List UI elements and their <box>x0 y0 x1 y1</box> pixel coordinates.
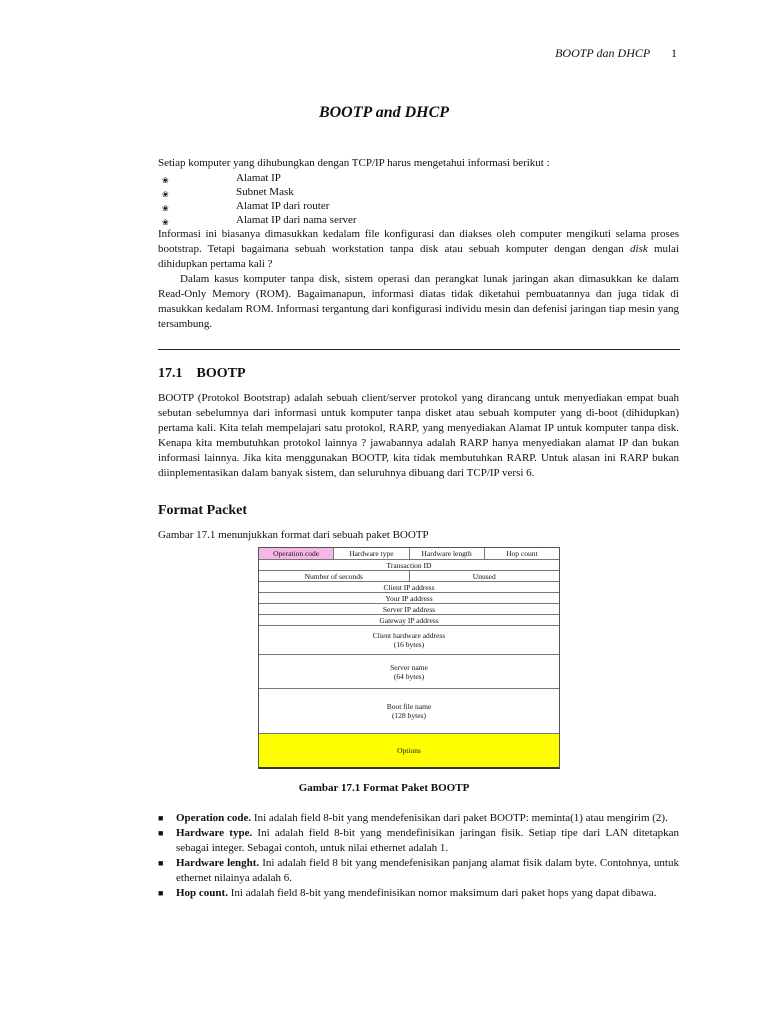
figure-row <box>259 689 559 734</box>
running-title: BOOTP dan DHCP <box>555 46 650 60</box>
section-body: BOOTP (Protokol Bootstrap) adalah sebuah client/server protokol yang dirancang untuk menyediakan empat buah sebutan sebelumnya dari informasi untuk komputer tanpa disket atau sebuah komputer yang di-boot (dihidupkan) pertama kali. Kita telah mempelajari satu protokol, RARP, yang menyediakan Alamat IP untuk komputer tanpa disk. Kenapa kita membutuhkan protokol lainnya ? jawabannya adalah RARP hanya menyediakan alamat IP dan bukan informasi lainnya. Jika kita menggunakan BOOTP, kita tidak membutuhkan RARP. Untuk alasan ini RARP bukan diinplementasikan dalam banyak sistem, dan seluruhnya dibuang dari TCP/IP versi 6. <box>158 392 679 479</box>
flower-bullet-icon: ❀ <box>162 204 169 213</box>
seconds-field: Number of seconds <box>259 571 410 581</box>
section-heading <box>158 366 246 382</box>
page-number: 1 <box>671 46 677 60</box>
client-ip-field: Client IP address <box>383 582 435 592</box>
square-bullet-icon: ■ <box>158 813 164 823</box>
document-title: BOOTP and DHCP <box>318 104 450 121</box>
subsection-lead: Gambar 17.1 menunjukkan format dari sebuah paket BOOTP <box>158 529 429 541</box>
list-item: ■ Hardware lenght. Ini adalah field 8 bit yang mendefenisikan panjang alamat fisik dalam byte. Contohnya, untuk ethernet nilainya adalah 6. <box>158 857 679 884</box>
list-item: ❀ Alamat IP dari nama server <box>158 213 679 227</box>
flower-bullet-icon: ❀ <box>162 190 169 199</box>
server-ip-field: Server IP address <box>382 604 436 614</box>
figure-row <box>259 571 559 582</box>
unused-field: Unused <box>472 571 496 581</box>
figure-row <box>259 626 559 655</box>
options-field: Options <box>259 734 559 767</box>
flower-bullet-icon: ❀ <box>162 176 169 185</box>
list-item: ❀ Alamat IP dari router <box>158 199 679 213</box>
gateway-ip-field: Gateway IP address <box>379 615 439 625</box>
operation-code-field: Operation code <box>259 548 334 559</box>
list-item: ❀ Alamat IP <box>158 171 679 185</box>
square-bullet-icon: ■ <box>158 888 164 898</box>
figure-row <box>259 604 559 615</box>
square-bullet-icon: ■ <box>158 828 164 838</box>
list-item: ■ Hop count. Ini adalah field 8-bit yang mendefinisikan nomor maksimum dari paket hops yang dapat dibawa. <box>158 887 657 899</box>
field-descriptions <box>158 811 679 901</box>
figure-row <box>259 582 559 593</box>
list-item: ■ Hardware type. Ini adalah field 8-bit yang mendefinisikan jaringan fisik. Setiap tipe dari LAN ditetapkan sebagai integer. Sebagai contoh, untuk nilai ethernet adalah 1. <box>158 827 679 854</box>
section-title: BOOTP <box>196 366 246 381</box>
intro-section <box>158 156 679 332</box>
section-divider <box>158 349 680 350</box>
running-header <box>555 46 677 61</box>
intro-paragraph-2: Dalam kasus komputer tanpa disk, sistem operasi dan perangkat lunak jaringan akan dimasukkan ke dalam Read-Only Memory (ROM). Bagaimanapun, informasi diatas tidak diketahui pembuatannya dan juga tidak di masukkan kedalam ROM. Informasi tergantung dari konfigurasi individu mesin dan defenisi jaringan tiap mesin yang tersambung. <box>158 273 679 330</box>
figure-row <box>259 548 559 560</box>
hardware-type-field: Hardware type <box>334 548 409 559</box>
section-number: 17.1 <box>158 366 183 381</box>
your-ip-field: Your IP address <box>385 593 433 603</box>
square-bullet-icon: ■ <box>158 858 164 868</box>
figure-caption: Gambar 17.1 Format Paket BOOTP <box>298 782 470 794</box>
intro-paragraph-1: Informasi ini biasanya dimasukkan kedalam file konfigurasi dan diakses oleh computer mengikuti selama proses bootstrap. Tetapi bagaimana sebuah workstation tanpa disk atau sebuah komputer dengan dengan disk mulai dihidupkan pertama kali ? <box>158 228 679 270</box>
hop-count-field: Hop count <box>506 549 538 558</box>
client-hardware-address-field: Client hardware address (16 bytes) <box>372 631 446 649</box>
subsection-heading: Format Packet <box>158 503 248 518</box>
figure-row <box>259 593 559 604</box>
figure-row <box>259 560 559 571</box>
intro-lead: Setiap komputer yang dihubungkan dengan TCP/IP harus mengetahui informasi berikut : <box>158 157 550 169</box>
info-list <box>158 171 679 227</box>
server-name-field: Server name (64 bytes) <box>390 662 428 681</box>
figure-row <box>259 734 559 767</box>
list-item: ❀ Subnet Mask <box>158 185 679 199</box>
transaction-id-field: Transaction ID <box>386 560 432 570</box>
bootp-packet-figure <box>258 547 560 769</box>
figure-row <box>259 655 559 689</box>
list-item: ■ Operation code. Ini adalah field 8-bit yang mendefenisikan dari paket BOOTP: meminta(1) atau mengirim (2). <box>158 812 668 824</box>
figure-row <box>259 615 559 626</box>
boot-file-name-field: Boot file name (128 bytes) <box>386 702 432 720</box>
flower-bullet-icon: ❀ <box>162 218 169 227</box>
hardware-length-field: Hardware length <box>410 548 485 559</box>
